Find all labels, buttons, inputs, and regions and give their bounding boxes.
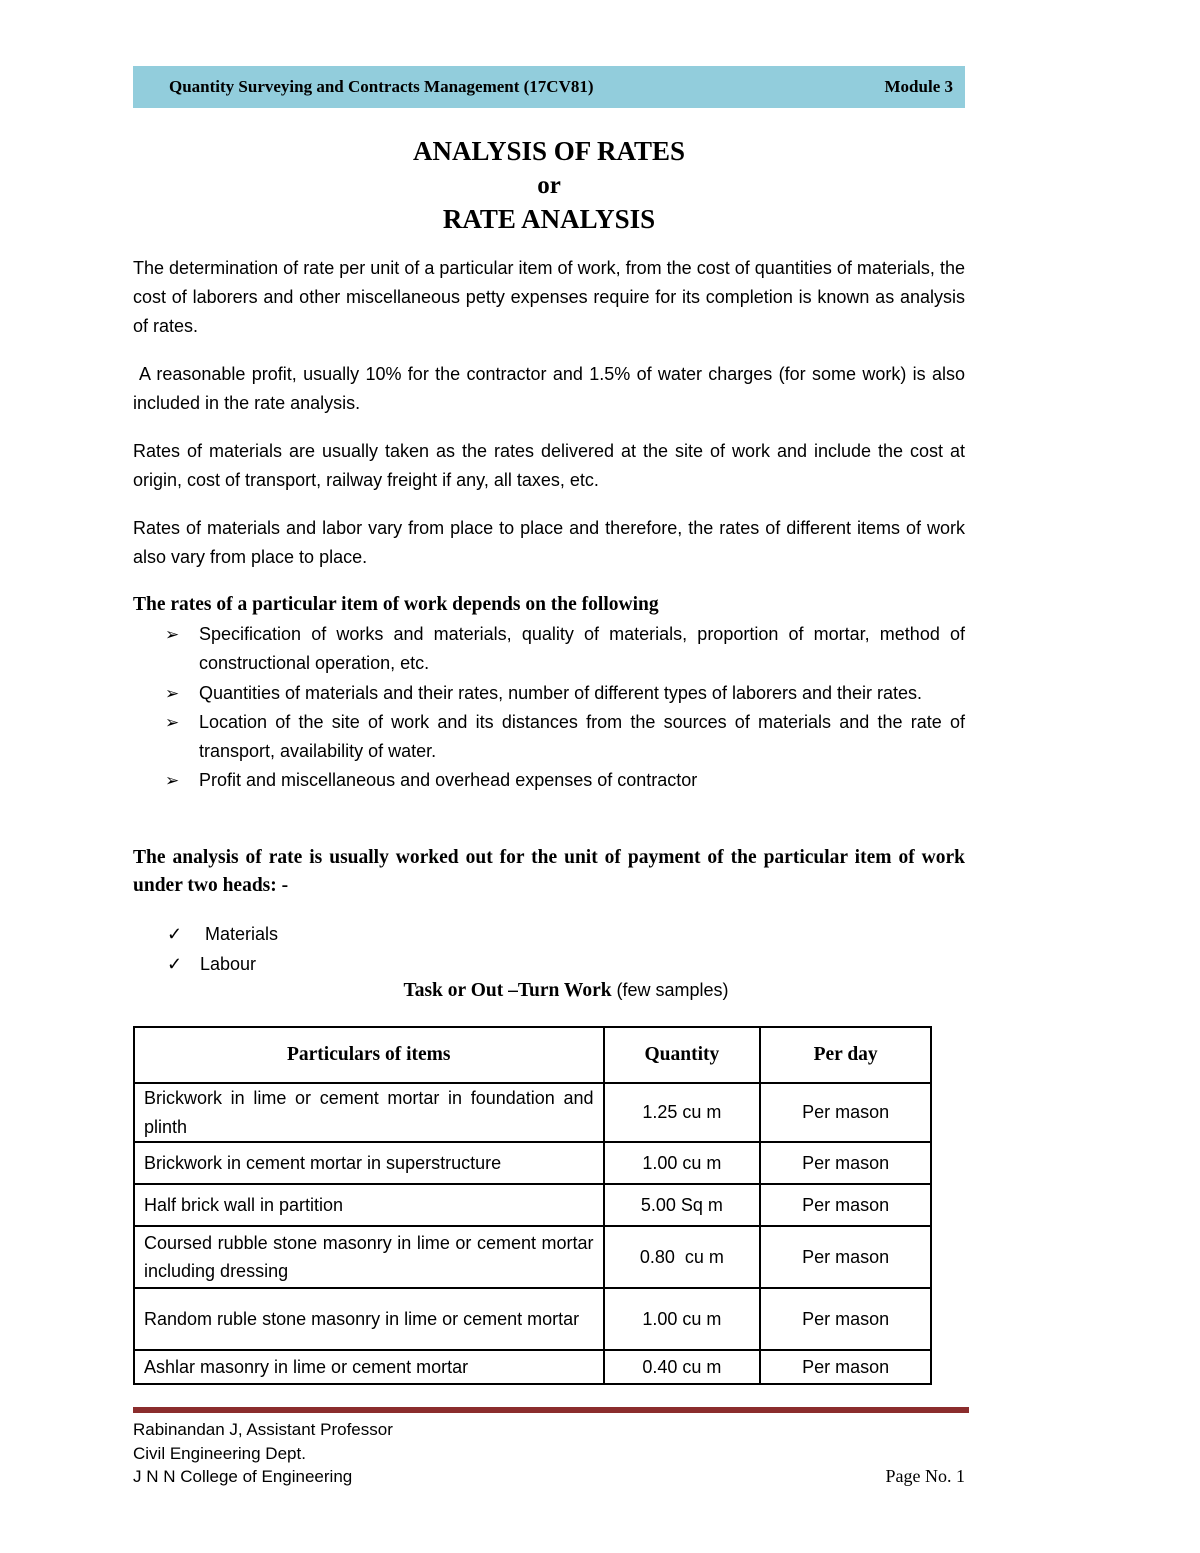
- cell-per-day: Per mason: [760, 1083, 931, 1142]
- cell-per-day: Per mason: [760, 1142, 931, 1184]
- heads-list: [165, 920, 278, 979]
- arrow-bullet-icon: ➢: [165, 683, 180, 703]
- table-row: [134, 1142, 931, 1184]
- column-header-per-day: Per day: [760, 1027, 931, 1083]
- cell-per-day: Per mason: [760, 1288, 931, 1350]
- cell-per-day: Per mason: [760, 1184, 931, 1226]
- depends-heading: The rates of a particular item of work depends on the following: [133, 594, 659, 615]
- paragraph-material-rates: Rates of materials are usually taken as the rates delivered at the site of work and include the cost at origin, cost of transport, railway freight if any, all taxes, etc.: [133, 441, 965, 490]
- cell-item: Brickwork in cement mortar in superstructure: [134, 1142, 604, 1184]
- page-footer: [133, 1418, 965, 1489]
- table-row: [134, 1184, 931, 1226]
- page-header: [133, 66, 965, 108]
- column-header-particulars: Particulars of items: [134, 1027, 604, 1083]
- footer-college: J N N College of Engineering: [133, 1467, 353, 1486]
- heads-heading: The analysis of rate is usually worked out for the unit of payment of the particular item of work under two heads: -: [133, 847, 965, 896]
- cell-item: Random ruble stone masonry in lime or cement mortar: [134, 1288, 604, 1350]
- arrow-bullet-icon: ➢: [165, 771, 180, 791]
- table-row: [134, 1288, 931, 1350]
- cell-per-day: Per mason: [760, 1350, 931, 1384]
- cell-quantity: 0.80 cu m: [604, 1226, 761, 1288]
- list-item: ➢ Quantities of materials and their rates, number of different types of laborers and their rates.: [165, 679, 965, 708]
- table-row: [134, 1350, 931, 1384]
- cell-per-day: Per mason: [760, 1226, 931, 1288]
- module-label: Module 3: [884, 77, 953, 96]
- paragraph-profit: A reasonable profit, usually 10% for the contractor and 1.5% of water charges (for some work) is also included in the rate analysis.: [133, 364, 965, 413]
- document-subtitle: RATE ANALYSIS: [442, 204, 656, 234]
- table-row: [134, 1083, 931, 1142]
- table-caption: Task or Out –Turn Work (few samples): [403, 980, 729, 1001]
- list-item: ✓ Labour: [165, 950, 278, 980]
- column-header-quantity: Quantity: [604, 1027, 761, 1083]
- list-item: ➢ Location of the site of work and its distances from the sources of materials and the rate of transport, availability of water.: [165, 708, 965, 767]
- table-row: [134, 1226, 931, 1288]
- cell-item: Brickwork in lime or cement mortar in foundation and plinth: [134, 1083, 604, 1142]
- cell-item: Half brick wall in partition: [134, 1184, 604, 1226]
- cell-item: Ashlar masonry in lime or cement mortar: [134, 1350, 604, 1384]
- title-connector: or: [537, 172, 561, 199]
- footer-divider: [133, 1407, 969, 1413]
- page-number: Page No. 1: [885, 1466, 965, 1486]
- list-item: ➢ Profit and miscellaneous and overhead expenses of contractor: [165, 766, 965, 795]
- task-table: [133, 1026, 932, 1385]
- cell-quantity: 0.40 cu m: [604, 1350, 761, 1384]
- footer-last-line: [133, 1465, 965, 1489]
- cell-item: Coursed rubble stone masonry in lime or cement mortar including dressing: [134, 1226, 604, 1288]
- list-item: ✓ Materials: [165, 920, 278, 950]
- footer-department: Civil Engineering Dept.: [133, 1443, 306, 1463]
- checkmark-icon: ✓: [167, 924, 183, 944]
- footer-author: Rabinandan J, Assistant Professor: [133, 1420, 393, 1439]
- cell-quantity: 5.00 Sq m: [604, 1184, 761, 1226]
- depends-list: [165, 620, 965, 796]
- cell-quantity: 1.25 cu m: [604, 1083, 761, 1142]
- arrow-bullet-icon: ➢: [165, 712, 180, 732]
- list-item: ➢ Specification of works and materials, quality of materials, proportion of mortar, method of constructional operation, etc.: [165, 620, 965, 679]
- cell-quantity: 1.00 cu m: [604, 1288, 761, 1350]
- arrow-bullet-icon: ➢: [165, 625, 180, 644]
- cell-quantity: 1.00 cu m: [604, 1142, 761, 1184]
- document-title: ANALYSIS OF RATES: [412, 136, 686, 166]
- paragraph-definition: The determination of rate per unit of a particular item of work, from the cost of quantities of materials, the cost of laborers and other miscellaneous petty expenses require for its completion is known as analysis of rates.: [133, 258, 965, 336]
- table-header-row: [134, 1027, 931, 1083]
- paragraph-rate-variation: Rates of materials and labor vary from place to place and therefore, the rates of different items of work also vary from place to place.: [133, 518, 965, 567]
- checkmark-icon: ✓: [167, 953, 183, 974]
- course-title: Quantity Surveying and Contracts Management (17CV81): [169, 77, 594, 96]
